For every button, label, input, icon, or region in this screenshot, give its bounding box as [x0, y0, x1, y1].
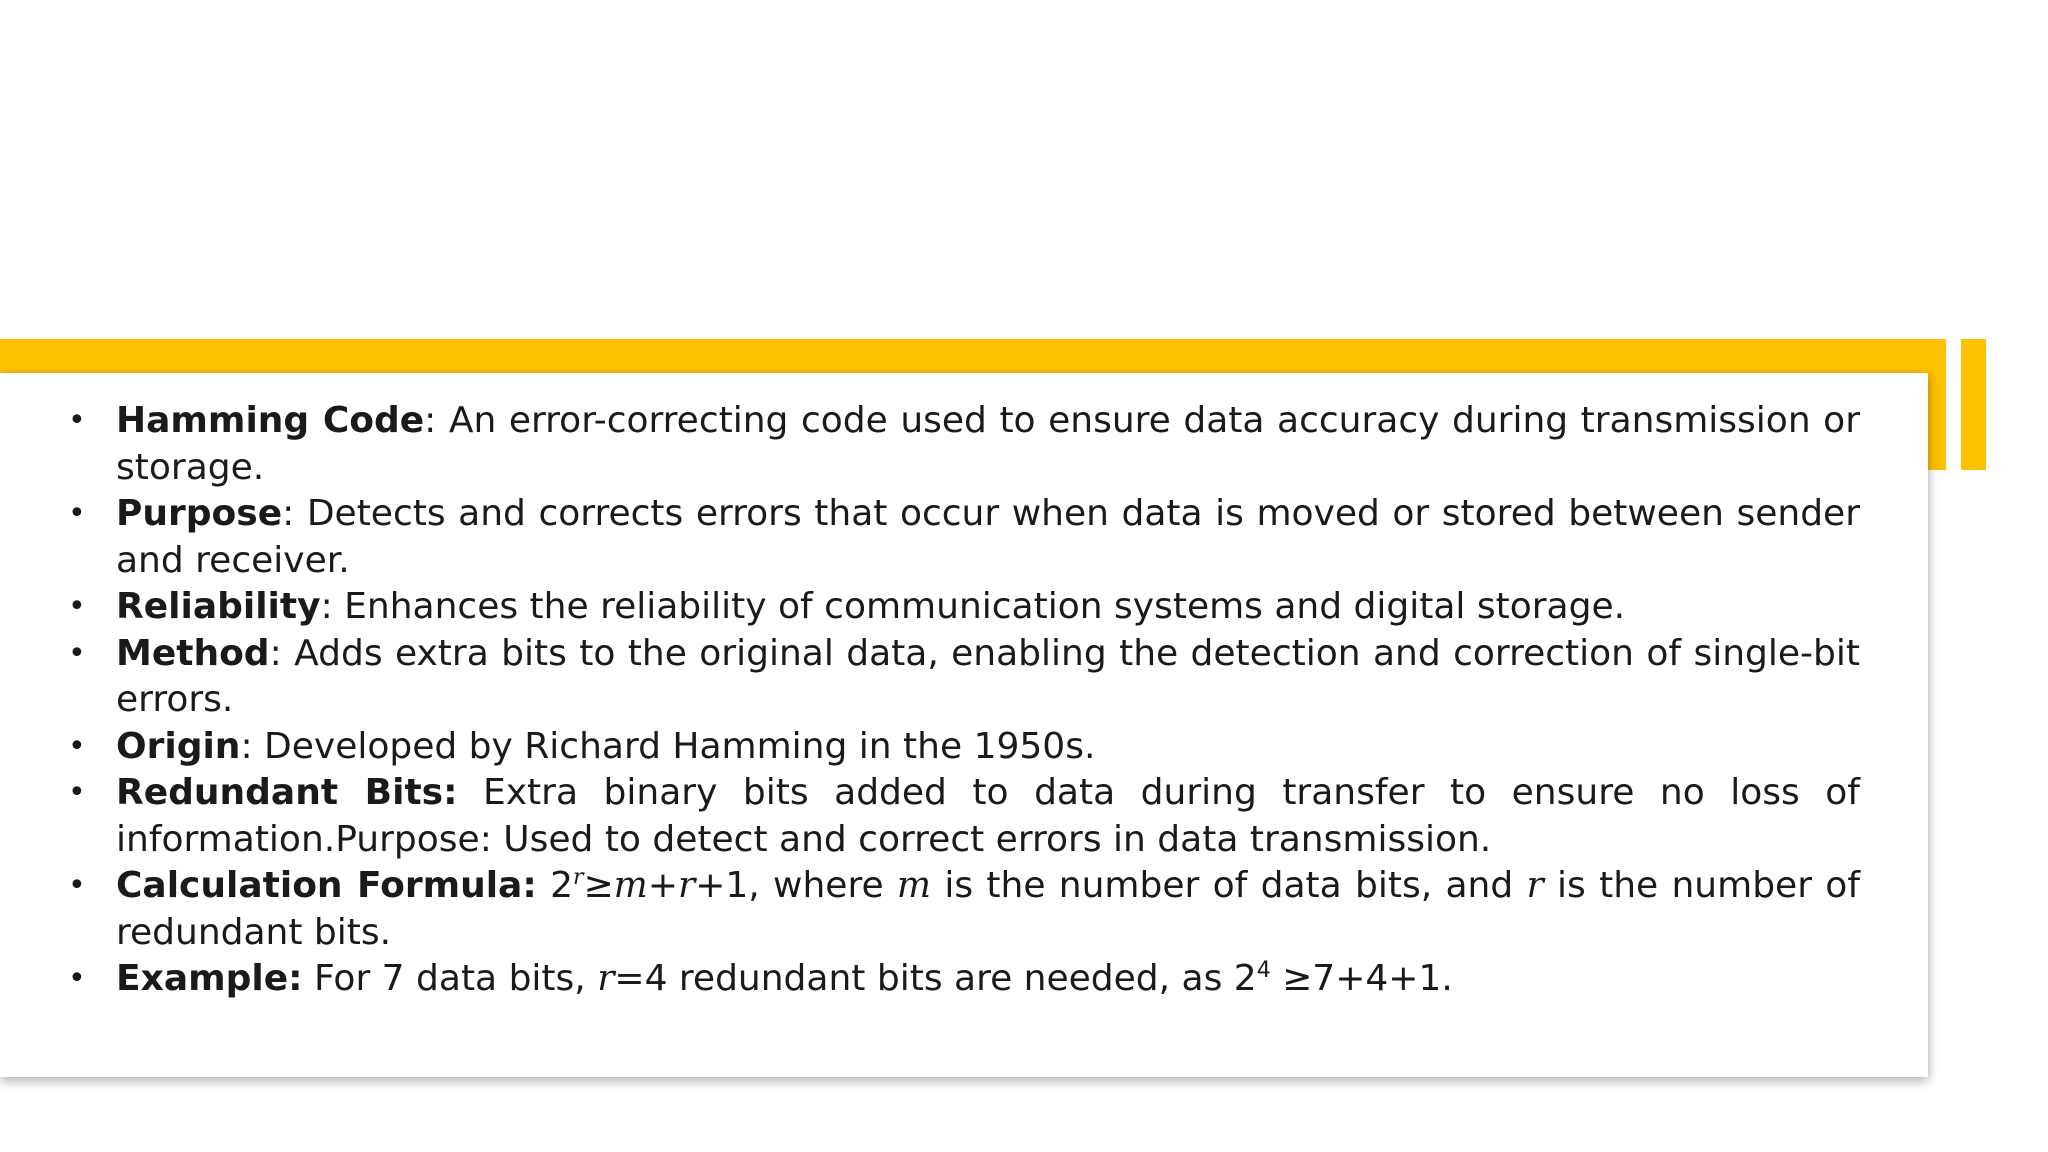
bullet-text: For 7 data bits,	[302, 958, 598, 999]
bullet-text: ≥7+4+1.	[1270, 958, 1453, 999]
bullet-text: Enhances the reliability of communication systems and digital storage.	[332, 586, 1626, 627]
bullet-icon: •	[68, 589, 86, 624]
bullet-text: An error-correcting code used to ensure data accuracy during transmission or storage.	[116, 400, 1861, 488]
bullet-icon: •	[68, 728, 86, 764]
bullet-icon: •	[68, 775, 86, 810]
bullet-separator: :	[424, 400, 437, 441]
bullet-icon: •	[68, 635, 86, 671]
accent-bar-top	[0, 339, 1946, 373]
bullet-icon: •	[68, 961, 86, 996]
bullet-term: Method	[116, 632, 270, 674]
formula-m: m	[613, 865, 648, 906]
bullet-text: is the number of redundant bits.	[116, 865, 1860, 953]
bullet-term: Example:	[116, 958, 303, 999]
formula-base: 2	[550, 865, 573, 906]
bullet-term: Redundant Bits:	[116, 772, 458, 813]
bullet-icon: •	[68, 868, 86, 903]
bullet-separator: :	[240, 725, 253, 767]
bullet-text: is the number of data bits, and	[931, 865, 1527, 906]
bullet-separator: :	[269, 632, 282, 674]
formula-ge: ≥	[583, 865, 614, 906]
variable-r: r	[1526, 865, 1544, 906]
bullet-list	[60, 398, 1860, 1003]
bullet-calculation-formula	[60, 863, 1860, 956]
bullet-term: Origin	[116, 725, 241, 767]
formula-r: r	[677, 865, 696, 906]
formula-plus: +	[647, 865, 678, 906]
bullet-purpose	[60, 491, 1860, 584]
bullet-term: Reliability	[116, 586, 321, 627]
bullet-text: Detects and corrects errors that occur when data is moved or stored between sender and receiver.	[116, 493, 1860, 581]
bullet-text: Developed by Richard Hamming in the 1950s.	[252, 725, 1096, 767]
bullet-term: Calculation Formula:	[116, 865, 537, 906]
bullet-text: =4 redundant bits are needed, as 2	[614, 958, 1257, 999]
bullet-icon: •	[68, 496, 86, 531]
bullet-origin	[60, 724, 1860, 771]
bullet-term: Purpose	[116, 493, 283, 534]
formula-exponent: r	[572, 865, 584, 890]
bullet-text: , where	[748, 865, 897, 906]
bullet-redundant-bits	[60, 770, 1860, 863]
variable-r: r	[597, 958, 615, 999]
bullet-method	[60, 631, 1860, 724]
bullet-reliability	[60, 584, 1860, 631]
bullet-text: Extra binary bits added to data during transfer to ensure no loss of information.Purpose: Used to detect and correct errors in data transmission.	[116, 772, 1860, 860]
bullet-term: Hamming Code	[116, 400, 425, 441]
formula-plus-one: +1	[695, 865, 749, 906]
bullet-example	[60, 956, 1860, 1003]
formula	[550, 865, 748, 906]
bullet-icon: •	[68, 403, 86, 438]
bullet-text: Adds extra bits to the original data, enabling the detection and correction of single-bit errors.	[116, 632, 1860, 720]
accent-bar-right-outer	[1961, 339, 1986, 470]
bullet-hamming-code	[60, 398, 1860, 491]
accent-bar-right-inner	[1928, 339, 1946, 470]
bullet-separator: :	[282, 493, 295, 534]
bullet-separator: :	[320, 586, 333, 627]
example-exponent: 4	[1256, 958, 1271, 983]
variable-m: m	[896, 865, 932, 906]
